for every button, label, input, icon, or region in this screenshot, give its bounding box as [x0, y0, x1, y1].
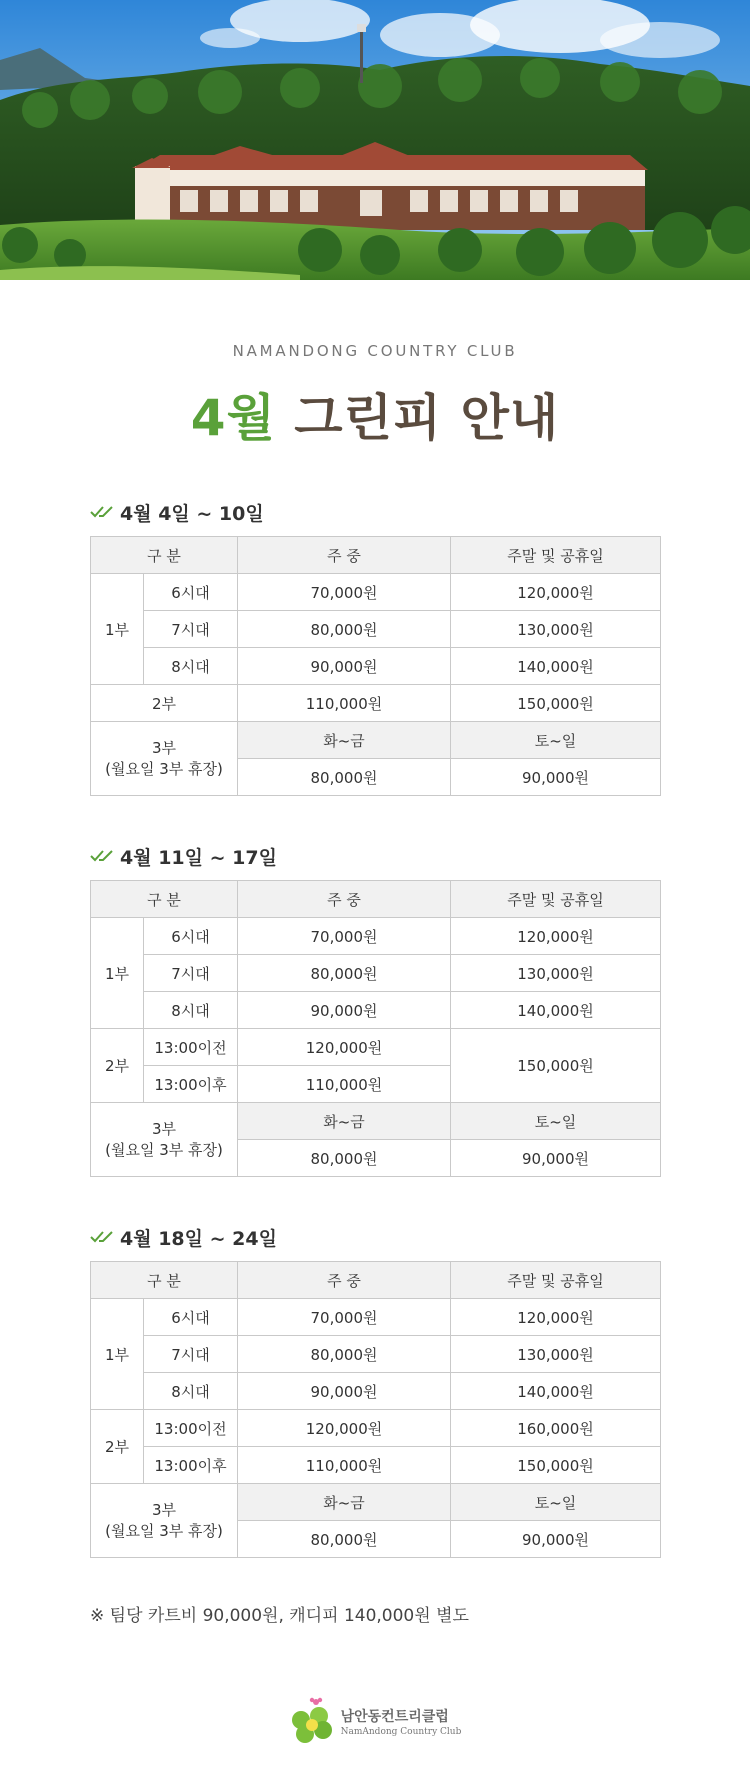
- table-row: [91, 1336, 661, 1373]
- weekday-fee: 70,000원: [238, 574, 451, 611]
- weekday-fee: 90,000원: [238, 1373, 451, 1410]
- double-check-icon: [90, 849, 114, 863]
- green-fee-table: [90, 1261, 661, 1558]
- time-slot: 6시대: [144, 574, 238, 611]
- time-slot: 7시대: [144, 1336, 238, 1373]
- time-slot: 7시대: [144, 955, 238, 992]
- weekday-fee: 110,000원: [238, 1447, 451, 1484]
- time-slot: 13:00이후: [144, 1447, 238, 1484]
- weekday-fee: 120,000원: [238, 1029, 451, 1066]
- part2-label: 2부: [91, 1029, 144, 1103]
- table-row: [91, 1103, 661, 1140]
- table-row: [91, 722, 661, 759]
- club-name-eyebrow: NAMANDONG COUNTRY CLUB: [232, 342, 518, 360]
- logo-name-english: NamAndong Country Club: [340, 1726, 462, 1737]
- title-month: 4월: [190, 389, 276, 447]
- table-header-row: [91, 881, 661, 918]
- header-weekend: 주말 및 공휴일: [451, 881, 661, 918]
- time-slot: 13:00이전: [144, 1410, 238, 1447]
- section-date-range: 4월 18일 ~ 24일: [120, 1227, 277, 1250]
- part1-label: 1부: [91, 1299, 144, 1410]
- time-slot: 13:00이전: [144, 1029, 238, 1066]
- flower-logo-icon: [289, 1696, 335, 1746]
- time-slot: 6시대: [144, 1299, 238, 1336]
- header-weekend: 주말 및 공휴일: [451, 1262, 661, 1299]
- part3-label: [91, 1484, 238, 1558]
- weekday-fee: 70,000원: [238, 918, 451, 955]
- weekend-fee: 120,000원: [451, 1299, 661, 1336]
- weekday-fee: 80,000원: [238, 1336, 451, 1373]
- hero-image: [0, 0, 750, 280]
- weekday-fee: 70,000원: [238, 1299, 451, 1336]
- green-fee-table: [90, 536, 661, 796]
- fee-section-3: [90, 1222, 660, 1558]
- table-row: [91, 918, 661, 955]
- part3-note: (월요일 3부 휴장): [105, 1521, 223, 1540]
- table-row: [91, 992, 661, 1029]
- part2-label: 2부: [91, 1410, 144, 1484]
- part1-label: 1부: [91, 918, 144, 1029]
- weekend-fee: 160,000원: [451, 1410, 661, 1447]
- part3-note: (월요일 3부 휴장): [105, 759, 223, 778]
- weekend-fee: 130,000원: [451, 955, 661, 992]
- header-sat-sun: 토~일: [451, 1103, 661, 1140]
- header-sat-sun: 토~일: [451, 722, 661, 759]
- section-date-range: 4월 4일 ~ 10일: [120, 502, 264, 525]
- weekend-fee: 130,000원: [451, 1336, 661, 1373]
- table-row: [91, 955, 661, 992]
- double-check-icon: [90, 505, 114, 519]
- header-tue-fri: 화~금: [238, 1103, 451, 1140]
- title-text: 그린피 안내: [294, 389, 560, 447]
- section-heading: [90, 497, 660, 527]
- header-category: 구 분: [91, 1262, 238, 1299]
- weekend-fee: 120,000원: [451, 574, 661, 611]
- weekend-fee: 120,000원: [451, 918, 661, 955]
- weekday-fee: 110,000원: [238, 685, 451, 722]
- header-sat-sun: 토~일: [451, 1484, 661, 1521]
- header-weekday: 주 중: [238, 537, 451, 574]
- fee-note: ※ 팀당 카트비 90,000원, 캐디피 140,000원 별도: [90, 1606, 469, 1626]
- part3-label: [91, 722, 238, 796]
- table-row: [91, 611, 661, 648]
- table-row: [91, 1299, 661, 1336]
- section-date-range: 4월 11일 ~ 17일: [120, 846, 277, 869]
- section-heading: [90, 841, 660, 871]
- table-row: [91, 1484, 661, 1521]
- fee-section-2: [90, 841, 660, 1177]
- table-row: [91, 1373, 661, 1410]
- header-category: 구 분: [91, 537, 238, 574]
- part2-label: 2부: [91, 685, 238, 722]
- weekend-fee: 130,000원: [451, 611, 661, 648]
- weekend-fee: 140,000원: [451, 648, 661, 685]
- weekend-fee: 150,000원: [451, 685, 661, 722]
- clubhouse-photo: [0, 0, 750, 280]
- part3-note: (월요일 3부 휴장): [105, 1140, 223, 1159]
- time-slot: 8시대: [144, 992, 238, 1029]
- weekend-fee: 150,000원: [451, 1447, 661, 1484]
- weekday-fee: 90,000원: [238, 992, 451, 1029]
- table-header-row: [91, 1262, 661, 1299]
- part3-title: 3부: [151, 1119, 177, 1138]
- weekday-fee: 80,000원: [238, 955, 451, 992]
- header-tue-fri: 화~금: [238, 1484, 451, 1521]
- weekday-fee: 120,000원: [238, 1410, 451, 1447]
- header-weekend: 주말 및 공휴일: [451, 537, 661, 574]
- weekday-fee: 90,000원: [238, 648, 451, 685]
- weekend-fee: 140,000원: [451, 1373, 661, 1410]
- part3-title: 3부: [151, 738, 177, 757]
- sat-sun-fee: 90,000원: [451, 1140, 661, 1177]
- double-check-icon: [90, 1230, 114, 1244]
- page-title: [0, 378, 750, 450]
- tue-fri-fee: 80,000원: [238, 1521, 451, 1558]
- table-row: [91, 685, 661, 722]
- header-weekday: 주 중: [238, 1262, 451, 1299]
- part3-title: 3부: [151, 1500, 177, 1519]
- header-tue-fri: 화~금: [238, 722, 451, 759]
- weekend-fee: 140,000원: [451, 992, 661, 1029]
- table-row: [91, 1447, 661, 1484]
- section-heading: [90, 1222, 660, 1252]
- part1-label: 1부: [91, 574, 144, 685]
- part3-label: [91, 1103, 238, 1177]
- logo-name-korean: 남안동컨트리클럽: [340, 1708, 449, 1725]
- time-slot: 8시대: [144, 1373, 238, 1410]
- time-slot: 13:00이후: [144, 1066, 238, 1103]
- green-fee-table: [90, 880, 661, 1177]
- header-category: 구 분: [91, 881, 238, 918]
- table-row: [91, 1029, 661, 1066]
- header-weekday: 주 중: [238, 881, 451, 918]
- table-row: [91, 574, 661, 611]
- fee-section-1: [90, 497, 660, 796]
- weekday-fee: 110,000원: [238, 1066, 451, 1103]
- table-row: [91, 648, 661, 685]
- time-slot: 7시대: [144, 611, 238, 648]
- footer-logo: [0, 1696, 750, 1786]
- time-slot: 8시대: [144, 648, 238, 685]
- tue-fri-fee: 80,000원: [238, 1140, 451, 1177]
- sat-sun-fee: 90,000원: [451, 1521, 661, 1558]
- time-slot: 6시대: [144, 918, 238, 955]
- tue-fri-fee: 80,000원: [238, 759, 451, 796]
- weekday-fee: 80,000원: [238, 611, 451, 648]
- sat-sun-fee: 90,000원: [451, 759, 661, 796]
- table-row: [91, 1410, 661, 1447]
- table-header-row: [91, 537, 661, 574]
- weekend-fee: 150,000원: [451, 1029, 661, 1103]
- page-header: [0, 280, 750, 450]
